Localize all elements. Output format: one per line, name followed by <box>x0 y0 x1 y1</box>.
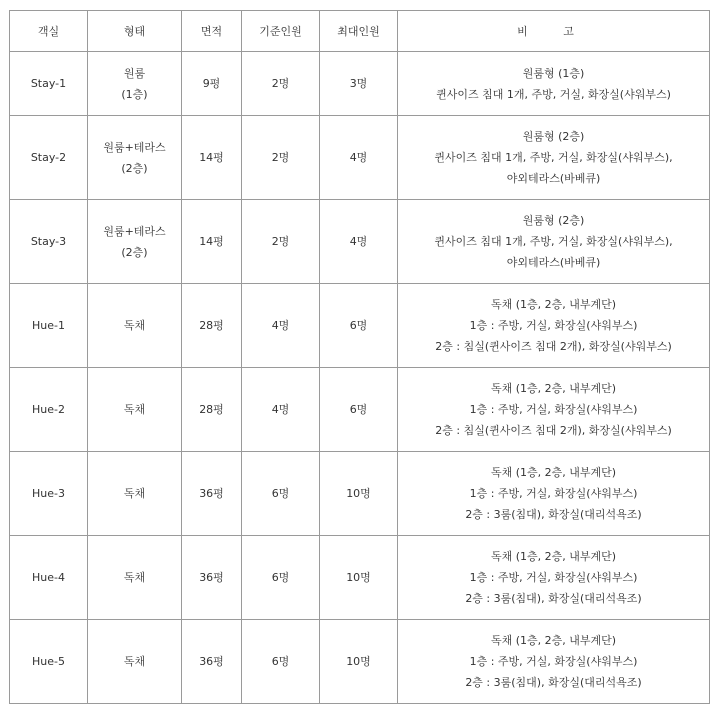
room-note-cell-line: 독채 (1층, 2층, 내부계단) <box>490 466 617 479</box>
room-name-cell: Hue-1 <box>10 284 88 368</box>
room-note-cell-line: 야외테라스(바베큐) <box>506 256 601 269</box>
room-note-cell <box>398 52 710 116</box>
table-row <box>10 368 710 452</box>
room-type-cell-line: (1층) <box>121 87 148 101</box>
base-capacity-cell: 4명 <box>242 368 320 452</box>
room-type-cell-line: 독채 <box>123 487 146 500</box>
table-row <box>10 620 710 704</box>
room-note-cell-line: 야외테라스(바베큐) <box>506 172 601 185</box>
room-type-cell <box>88 116 182 200</box>
room-note-cell-line: 원룸형 (1층) <box>522 66 585 80</box>
table-row <box>10 200 710 284</box>
max-capacity-cell: 6명 <box>320 284 398 368</box>
room-note-cell-line: 1층 : 주방, 거실, 화장실(샤워부스) <box>469 319 638 332</box>
room-type-cell <box>88 536 182 620</box>
max-capacity-cell: 10명 <box>320 536 398 620</box>
room-type-cell <box>88 620 182 704</box>
room-info-table <box>9 10 710 704</box>
room-name-cell: Hue-3 <box>10 452 88 536</box>
base-capacity-cell: 2명 <box>242 52 320 116</box>
room-area-cell: 9평 <box>182 52 242 116</box>
room-name-cell: Hue-2 <box>10 368 88 452</box>
header-note: 비 고 <box>398 11 710 52</box>
base-capacity-cell: 4명 <box>242 284 320 368</box>
room-area-cell: 36평 <box>182 620 242 704</box>
header-area: 면적 <box>182 11 242 52</box>
room-note-cell <box>398 536 710 620</box>
base-capacity-cell: 6명 <box>242 536 320 620</box>
room-note-cell-line: 2층 : 3룸(침대), 화장실(대리석욕조) <box>465 508 642 521</box>
base-capacity-cell: 6명 <box>242 452 320 536</box>
room-type-cell <box>88 200 182 284</box>
room-type-cell-line: 독채 <box>123 319 146 332</box>
room-note-cell-line: 2층 : 침실(퀸사이즈 침대 2개), 화장실(샤워부스) <box>435 424 672 437</box>
room-note-cell <box>398 368 710 452</box>
room-type-cell-line: (2층) <box>121 245 148 259</box>
header-type: 형태 <box>88 11 182 52</box>
room-note-cell <box>398 620 710 704</box>
room-note-cell-line: 독채 (1층, 2층, 내부계단) <box>490 550 617 563</box>
room-note-cell <box>398 284 710 368</box>
room-note-cell <box>398 116 710 200</box>
room-note-cell-line: 독채 (1층, 2층, 내부계단) <box>490 382 617 395</box>
room-note-cell-line: 2층 : 3룸(침대), 화장실(대리석욕조) <box>465 676 642 689</box>
room-area-cell: 36평 <box>182 452 242 536</box>
table-body <box>10 52 710 704</box>
room-note-cell-line: 원룸형 (2층) <box>522 130 585 143</box>
room-note-cell-line: 2층 : 3룸(침대), 화장실(대리석욕조) <box>465 592 642 605</box>
table-row <box>10 116 710 200</box>
room-note-cell-line: 원룸형 (2층) <box>522 214 585 227</box>
room-type-cell-line: 원룸 <box>123 66 146 80</box>
room-area-cell: 14평 <box>182 200 242 284</box>
room-type-cell <box>88 368 182 452</box>
room-area-cell: 14평 <box>182 116 242 200</box>
room-note-cell-line: 독채 (1층, 2층, 내부계단) <box>490 634 617 647</box>
room-name-cell: Hue-4 <box>10 536 88 620</box>
room-note-cell <box>398 200 710 284</box>
room-note-cell-line: 1층 : 주방, 거실, 화장실(샤워부스) <box>469 571 638 584</box>
room-type-cell-line: 독채 <box>123 655 146 668</box>
room-note-cell-line: 퀸사이즈 침대 1개, 주방, 거실, 화장실(샤워부스), <box>434 151 673 164</box>
room-type-cell-line: 원룸+테라스 <box>103 140 166 154</box>
max-capacity-cell: 6명 <box>320 368 398 452</box>
room-note-cell-line: 퀸사이즈 침대 1개, 주방, 거실, 화장실(샤워부스) <box>436 87 671 101</box>
room-note-cell <box>398 452 710 536</box>
max-capacity-cell: 4명 <box>320 200 398 284</box>
max-capacity-cell: 10명 <box>320 620 398 704</box>
table-row <box>10 284 710 368</box>
base-capacity-cell: 6명 <box>242 620 320 704</box>
room-note-cell-line: 1층 : 주방, 거실, 화장실(샤워부스) <box>469 403 638 416</box>
room-type-cell <box>88 284 182 368</box>
room-name-cell: Hue-5 <box>10 620 88 704</box>
header-base-capacity: 기준인원 <box>242 11 320 52</box>
room-type-cell-line: 독채 <box>123 571 146 584</box>
room-name-cell: Stay-3 <box>10 200 88 284</box>
table-row <box>10 52 710 116</box>
room-note-cell-line: 2층 : 침실(퀸사이즈 침대 2개), 화장실(샤워부스) <box>435 340 672 353</box>
room-note-cell-line: 독채 (1층, 2층, 내부계단) <box>490 298 617 311</box>
room-type-cell-line: 독채 <box>123 403 146 416</box>
room-note-cell-line: 1층 : 주방, 거실, 화장실(샤워부스) <box>469 487 638 500</box>
room-note-cell-line: 퀸사이즈 침대 1개, 주방, 거실, 화장실(샤워부스), <box>434 235 673 248</box>
room-name-cell: Stay-1 <box>10 52 88 116</box>
room-area-cell: 36평 <box>182 536 242 620</box>
room-type-cell <box>88 452 182 536</box>
room-type-cell-line: (2층) <box>121 161 148 175</box>
table-row <box>10 536 710 620</box>
room-type-cell-line: 원룸+테라스 <box>103 224 166 238</box>
base-capacity-cell: 2명 <box>242 200 320 284</box>
header-room: 객실 <box>10 11 88 52</box>
room-note-cell-line: 1층 : 주방, 거실, 화장실(샤워부스) <box>469 655 638 668</box>
room-type-cell <box>88 52 182 116</box>
header-row <box>10 11 710 52</box>
table-row <box>10 452 710 536</box>
max-capacity-cell: 4명 <box>320 116 398 200</box>
table-header <box>10 11 710 52</box>
max-capacity-cell: 10명 <box>320 452 398 536</box>
max-capacity-cell: 3명 <box>320 52 398 116</box>
base-capacity-cell: 2명 <box>242 116 320 200</box>
room-name-cell: Stay-2 <box>10 116 88 200</box>
room-area-cell: 28평 <box>182 368 242 452</box>
room-area-cell: 28평 <box>182 284 242 368</box>
header-max-capacity: 최대인원 <box>320 11 398 52</box>
